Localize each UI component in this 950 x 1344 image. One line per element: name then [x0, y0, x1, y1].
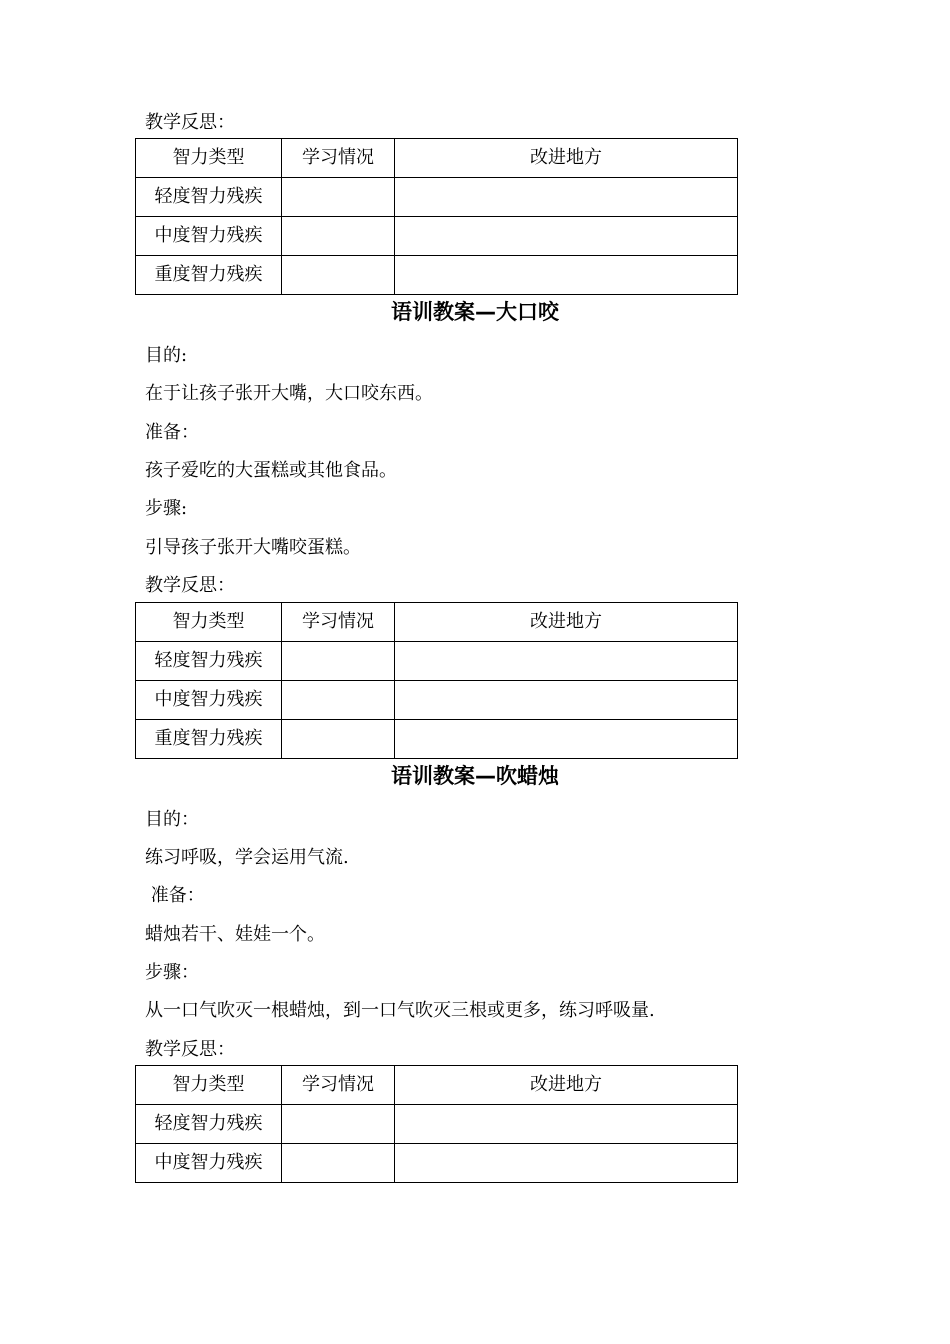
row-label: 中度智力残疾: [136, 217, 282, 256]
prep-label: 准备：: [145, 422, 199, 443]
row-label: 中度智力残疾: [136, 681, 282, 720]
purpose-label: 目的:: [145, 345, 188, 366]
lesson-title: 语训教案—大口咬: [391, 300, 559, 324]
status-cell[interactable]: [282, 1144, 395, 1183]
improvement-cell[interactable]: [395, 642, 738, 681]
table-row: [136, 1105, 738, 1144]
status-cell[interactable]: [282, 642, 395, 681]
purpose-text: 练习呼吸，学会运用气流.: [145, 847, 349, 868]
status-cell[interactable]: [282, 720, 395, 759]
reflection-label: 教学反思：: [145, 112, 235, 133]
table-header-row: [136, 603, 738, 642]
table-row: [136, 256, 738, 295]
improvement-cell[interactable]: [395, 256, 738, 295]
status-cell[interactable]: [282, 1105, 395, 1144]
steps-text: 引导孩子张开大嘴咬蛋糕。: [145, 537, 361, 558]
header-improvement: 改进地方: [395, 1066, 738, 1105]
status-cell[interactable]: [282, 256, 395, 295]
improvement-cell[interactable]: [395, 720, 738, 759]
improvement-cell[interactable]: [395, 681, 738, 720]
lesson-title: 语训教案—吹蜡烛: [391, 764, 559, 788]
header-improvement: 改进地方: [395, 139, 738, 178]
table-row: [136, 720, 738, 759]
improvement-cell[interactable]: [395, 1144, 738, 1183]
reflection-label: 教学反思：: [145, 1039, 235, 1060]
improvement-cell[interactable]: [395, 217, 738, 256]
header-type: 智力类型: [136, 603, 282, 642]
row-label: 轻度智力残疾: [136, 642, 282, 681]
table-row: [136, 681, 738, 720]
header-type: 智力类型: [136, 1066, 282, 1105]
status-cell[interactable]: [282, 681, 395, 720]
header-status: 学习情况: [282, 603, 395, 642]
status-cell[interactable]: [282, 217, 395, 256]
table-header-row: [136, 1066, 738, 1105]
prep-text: 孩子爱吃的大蛋糕或其他食品。: [145, 460, 397, 481]
table-row: [136, 178, 738, 217]
row-label: 轻度智力残疾: [136, 1105, 282, 1144]
reflection-table: [135, 1065, 738, 1183]
steps-label: 步骤:: [145, 498, 188, 519]
row-label: 重度智力残疾: [136, 720, 282, 759]
reflection-table: [135, 602, 738, 759]
prep-label: 准备：: [145, 885, 205, 906]
header-type: 智力类型: [136, 139, 282, 178]
prep-text: 蜡烛若干、娃娃一个。: [145, 924, 325, 945]
row-label: 轻度智力残疾: [136, 178, 282, 217]
purpose-text: 在于让孩子张开大嘴，大口咬东西。: [145, 383, 433, 404]
header-improvement: 改进地方: [395, 603, 738, 642]
steps-text: 从一口气吹灭一根蜡烛，到一口气吹灭三根或更多，练习呼吸量.: [145, 1000, 655, 1021]
steps-label: 步骤：: [145, 962, 199, 983]
table-row: [136, 217, 738, 256]
header-status: 学习情况: [282, 1066, 395, 1105]
improvement-cell[interactable]: [395, 178, 738, 217]
header-status: 学习情况: [282, 139, 395, 178]
reflection-label: 教学反思：: [145, 575, 235, 596]
improvement-cell[interactable]: [395, 1105, 738, 1144]
purpose-label: 目的：: [145, 809, 199, 830]
table-header-row: [136, 139, 738, 178]
table-row: [136, 642, 738, 681]
reflection-table: [135, 138, 738, 295]
row-label: 中度智力残疾: [136, 1144, 282, 1183]
row-label: 重度智力残疾: [136, 256, 282, 295]
status-cell[interactable]: [282, 178, 395, 217]
table-row: [136, 1144, 738, 1183]
